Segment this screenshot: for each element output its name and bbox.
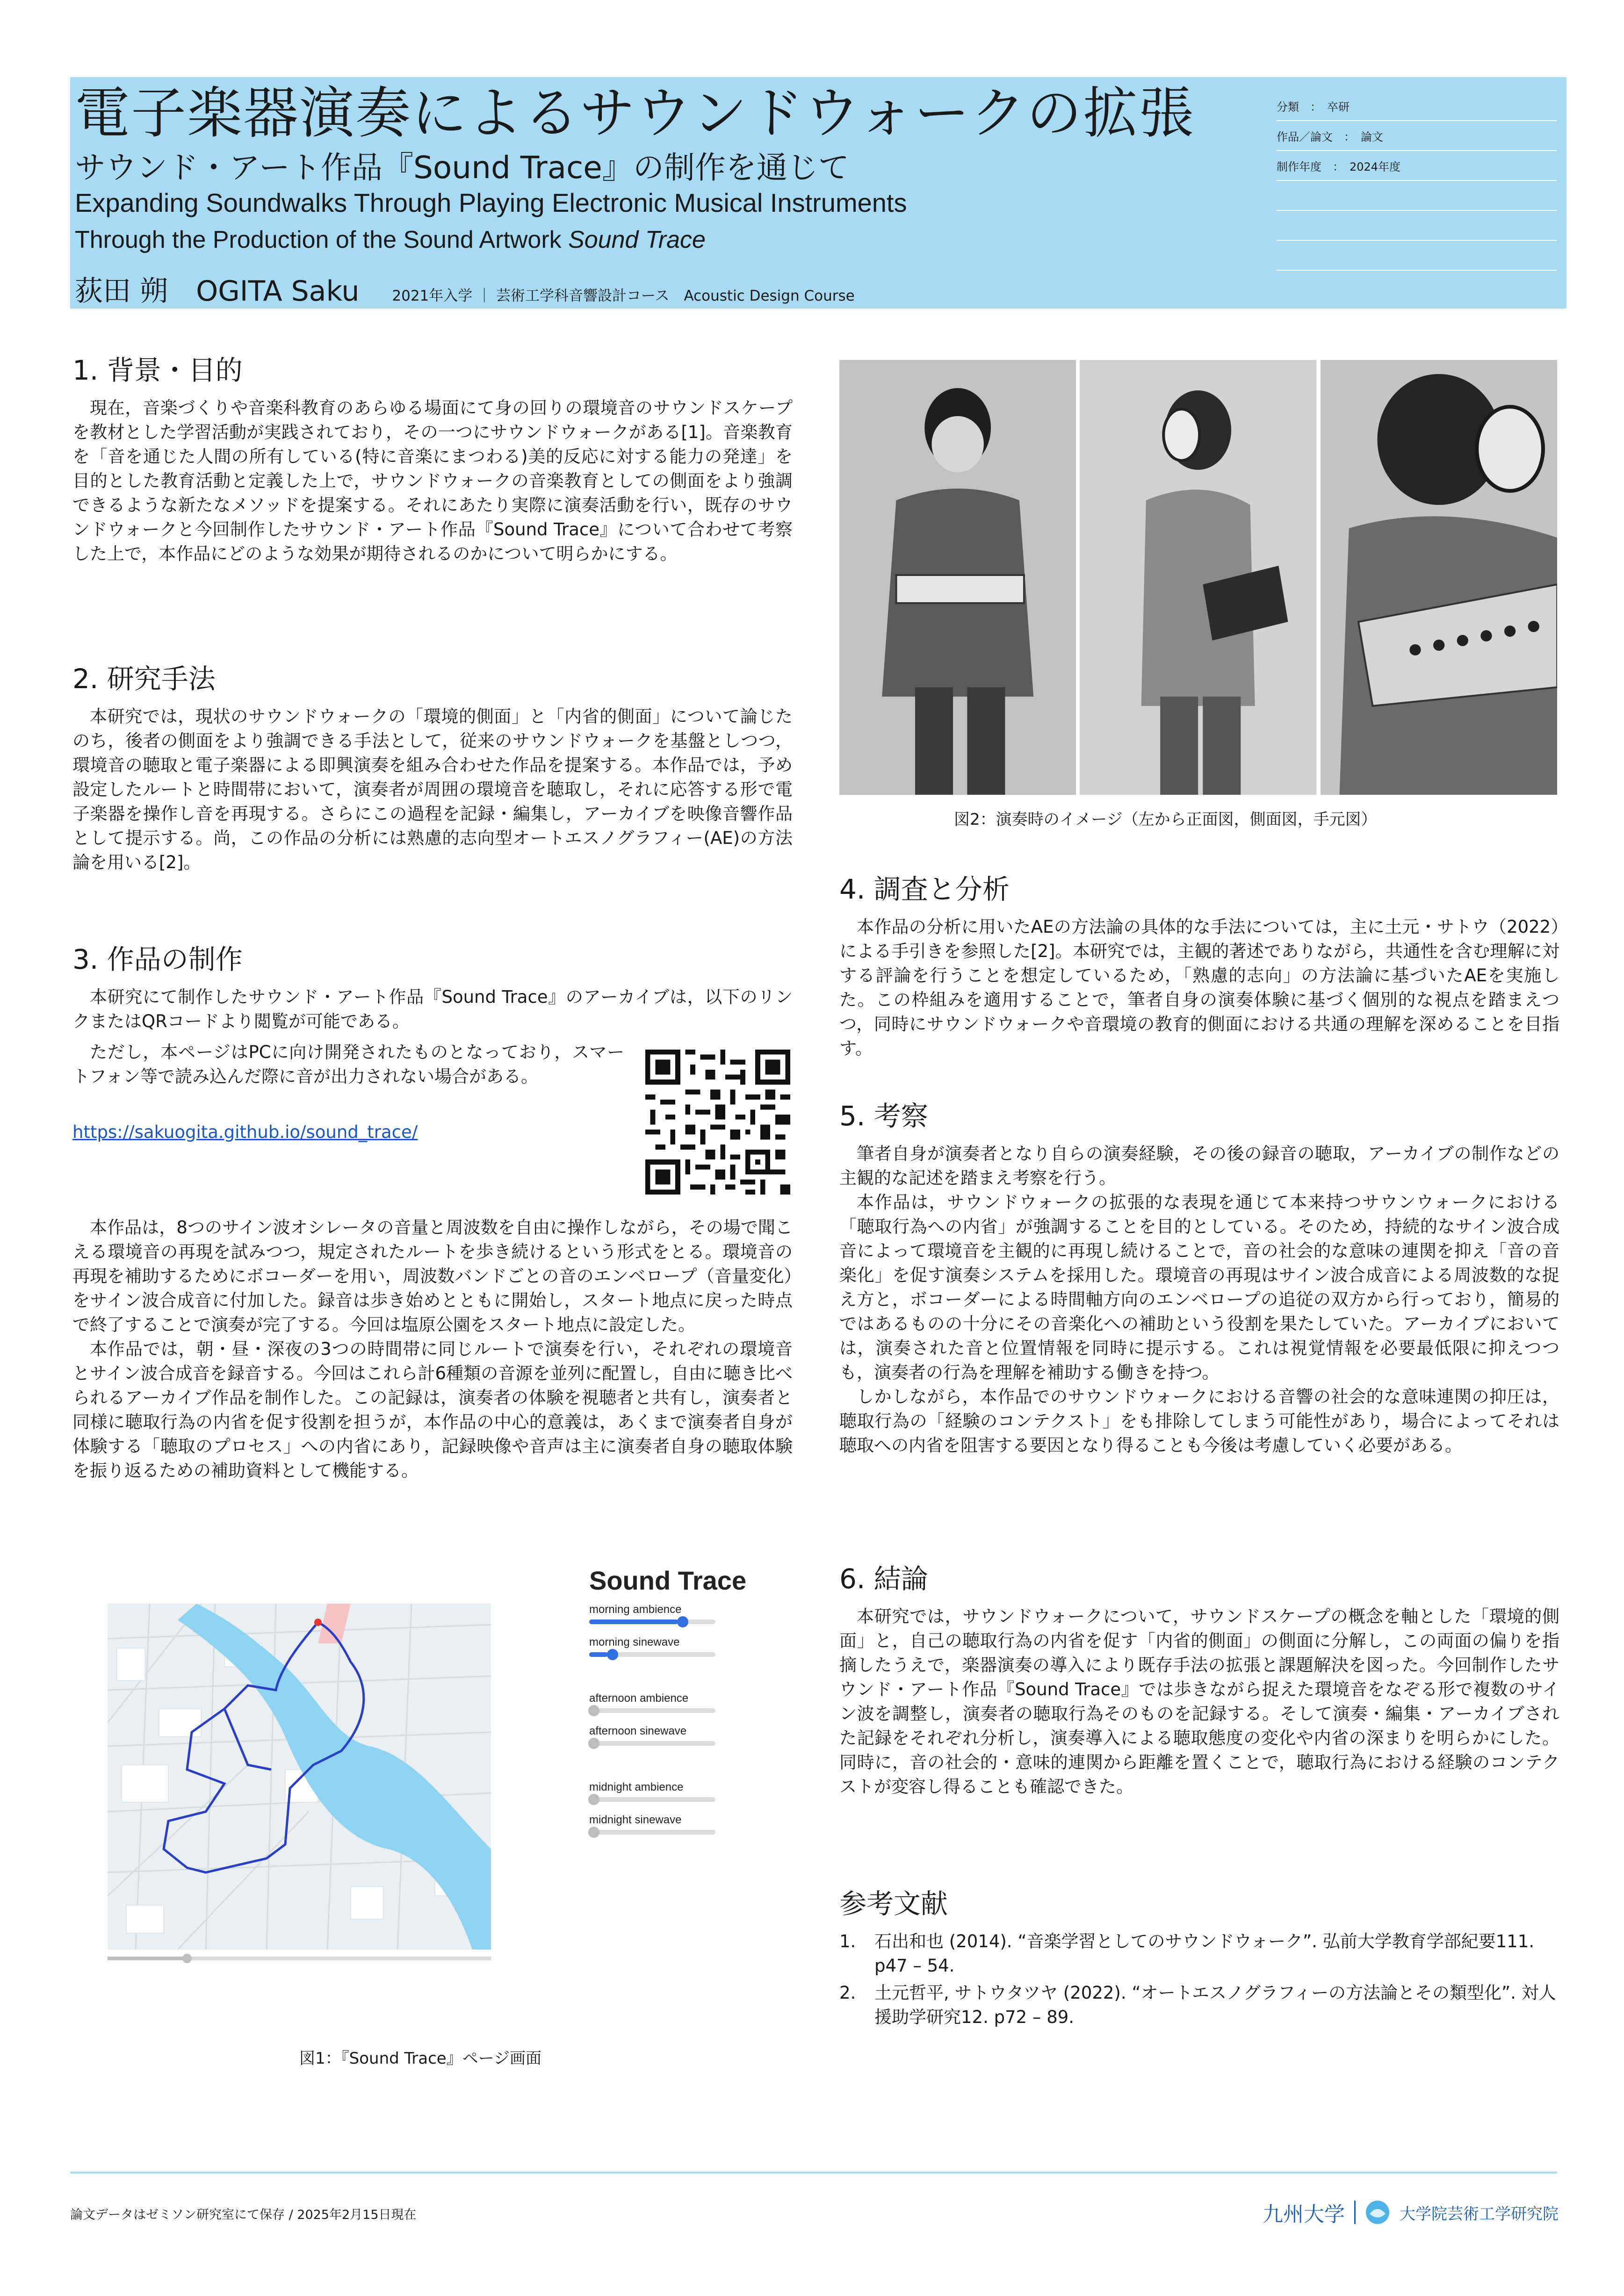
photo-hand-view bbox=[1321, 360, 1557, 795]
section-conclusion bbox=[839, 1557, 1559, 1799]
slider-label: afternoon ambience bbox=[589, 1692, 689, 1705]
logo-separator bbox=[1354, 2201, 1356, 2224]
slider-label: midnight ambience bbox=[589, 1781, 684, 1793]
reference-text: 土元哲平, サトウタツヤ (2022). “オートエスノグラフィーの方法論とその類型化”. 対人援助学研究12. p72 – 89. bbox=[874, 1983, 1556, 2027]
qr-code[interactable] bbox=[645, 1050, 790, 1195]
university-name: 九州大学 bbox=[1263, 2202, 1345, 2226]
page-title: 電子楽器演奏によるサウンドウォークの拡張 bbox=[75, 81, 1195, 145]
paragraph: 本作品の分析に用いたAEの方法論の具体的な手法については，主に土元・サトウ（2022）による手引きを参照した[2]。本研究では，主観的著述でありながら，共通性を含む理解に対する評論を行うことを想定しているため，「熟慮的志向」の方法論に基づいたAEを実施した。この枠組みを適用することで，筆者自身の演奏体験に基づく個別的な視点を踏まえつつ，同時にサウンドウォークや音環境の教育的側面における共通の理解を深めることを目指す。 bbox=[839, 917, 1559, 1058]
slider-label: morning ambience bbox=[589, 1603, 682, 1616]
start-marker bbox=[314, 1619, 322, 1626]
paragraph: 本作品は，サウンドウォークの拡張的な表現を通じて本来持つサウンウォークにおける「聴取行為への内省」が強調することを目的としている。そのため，持続的なサイン波合成音によって環境音を主観的に再現し続けることで，音の社会的な意味の連関を抑え「音の音楽化」を促す演奏システムを採用した。環境音の再現はサイン波合成音による周波数的な捉え方と，ボコーダーによる時間軸方向のエンベロープの追従の双方から行っており，簡易的ではあるものの十分にその音楽化への補助という役割を果たしていた。アーカイブにおいては，演奏された音と位置情報を同時に提示する。これは視覚情報を必要最低限に抑えつつも，演奏者の行為を理解を補助する働きを持つ。 bbox=[839, 1192, 1559, 1382]
section-heading: 5. 考察 bbox=[839, 1100, 928, 1132]
section-heading: 6. 結論 bbox=[839, 1563, 928, 1595]
section-discussion bbox=[839, 1094, 1559, 1458]
volume-slider-track[interactable] bbox=[589, 1797, 715, 1802]
section-method bbox=[72, 657, 793, 875]
slider-label: morning sinewave bbox=[589, 1636, 680, 1648]
volume-slider-track[interactable] bbox=[589, 1830, 715, 1835]
author-name: 荻田 朔 OGITA Saku bbox=[75, 275, 360, 308]
faculty-emblem-icon bbox=[1365, 2200, 1390, 2225]
reference-list bbox=[839, 1929, 1559, 2030]
section-analysis bbox=[839, 867, 1559, 1061]
section-references bbox=[839, 1882, 1559, 2032]
paragraph: 本研究にて制作したサウンド・アート作品『Sound Trace』のアーカイブは，以下のリンクまたはQRコードより閲覧が可能である。 bbox=[72, 987, 793, 1031]
paragraph: 現在，音楽づくりや音楽科教育のあらゆる場面にて身の回りの環境音のサウンドスケープを教材とした学習活動が実践されており，その一つにサウンドウォークがある[1]。音楽教育を「音を通じた人間の所有している(特に音楽にまつわる)美的反応に対する能力の発達」を目的とした教育活動と定義した上で，サウンドウォークの音楽教育としての側面をより強調できるような新たなメソッドを提案する。それにあたり実際に演奏活動を行い，既存のサウンドウォークと今回制作したサウンド・アート作品『Sound Trace』について合わせて考察した上で，本作品にどのような効果が期待されるのかについて明らかにする。 bbox=[72, 398, 793, 564]
section-production-note bbox=[72, 1040, 624, 1089]
meta-year: 制作年度 ： 2024年度 bbox=[1277, 151, 1557, 181]
paragraph: 本作品では，朝・昼・深夜の3つの時間帯に同じルートで演奏を行い，それぞれの環境音とサイン波合成音を録音する。今回はこれら計6種類の音源を並列に配置し，自由に聴き比べられるアーカイブ作品を制作した。この記録は，演奏者の体験を視聴者と共有し，演奏者と同様に聴取行為の内省を促す役割を担うが，本作品の中心的意義は，あくまで演奏者自身が体験する「聴取のプロセス」への内省にあり，記録映像や音声は主に演奏者自身の聴取体験を振り返るための補助資料として機能する。 bbox=[72, 1339, 793, 1481]
volume-slider-handle[interactable] bbox=[588, 1705, 599, 1716]
slider-label: midnight sinewave bbox=[589, 1814, 682, 1826]
paragraph: ただし，本ページはPCに向け開発されたものとなっており，スマートフォン等で読み込んだ際に音が出力されない場合がある。 bbox=[72, 1042, 624, 1087]
faculty-name: 大学院芸術工学研究院 bbox=[1400, 2204, 1559, 2224]
section-heading: 参考文献 bbox=[839, 1888, 948, 1920]
meta-category: 分類 ： 卒研 bbox=[1277, 91, 1557, 121]
section-background bbox=[72, 348, 793, 566]
volume-slider-fill bbox=[589, 1619, 678, 1624]
section-heading: 3. 作品の制作 bbox=[72, 943, 243, 975]
section-production bbox=[72, 937, 793, 1034]
photo-side-view bbox=[1080, 360, 1316, 795]
archive-link[interactable]: https://sakuogita.github.io/sound_trace/ bbox=[72, 1122, 418, 1142]
reference-item bbox=[839, 1929, 1559, 1978]
page-title-en: Expanding Soundwalks Through Playing Electronic Musical Instruments bbox=[75, 188, 907, 217]
section-heading: 2. 研究手法 bbox=[72, 663, 216, 695]
photo-front-view bbox=[839, 360, 1076, 795]
meta-box bbox=[1277, 91, 1557, 271]
volume-slider-handle[interactable] bbox=[588, 1827, 599, 1838]
reference-text: 石出和也 (2014). “音楽学習としてのサウンドウォーク”. 弘前大学教育学部紀要111. p47 – 54. bbox=[874, 1931, 1535, 1976]
volume-slider-handle[interactable] bbox=[607, 1649, 618, 1660]
meta-blank-2 bbox=[1277, 211, 1557, 241]
app-title: Sound Trace bbox=[589, 1569, 747, 1595]
volume-slider-handle[interactable] bbox=[677, 1616, 688, 1627]
title-banner bbox=[70, 77, 1566, 309]
reference-number: 2. bbox=[839, 1983, 856, 2003]
slider-label: afternoon sinewave bbox=[589, 1725, 687, 1737]
author-meta: 2021年入学 ｜ 芸術工学科音響設計コース Acoustic Design Course bbox=[392, 288, 855, 304]
slider-group bbox=[588, 1603, 715, 1838]
paragraph: 筆者自身が演奏者となり自らの演奏経験，その後の録音の聴取，アーカイブの制作などの主観的な記述を踏まえ考察を行う。 bbox=[839, 1144, 1559, 1188]
subtitle-en-italic: Sound Trace bbox=[568, 226, 706, 253]
link-row bbox=[72, 1122, 624, 1142]
figure-caption: 図1：『Sound Trace』ページ画面 bbox=[299, 2049, 542, 2068]
page-subtitle: サウンド・アート作品『Sound Trace』の制作を通じて bbox=[75, 150, 849, 186]
volume-slider-fill bbox=[589, 1652, 608, 1657]
author-row bbox=[75, 269, 855, 309]
performance-photos bbox=[839, 360, 1557, 795]
section-heading: 1. 背景・目的 bbox=[72, 354, 243, 386]
figure-caption: 図2：演奏時のイメージ（左から正面図，側面図，手元図） bbox=[954, 810, 1377, 829]
paragraph: 本研究では，現状のサウンドウォークの「環境的側面」と「内省的側面」について論じたのち，後者の側面をより強調できる手法として，従来のサウンドウォークを基盤としつつ，環境音の聴取と電子楽器による即興演奏を組み合わせた作品を提案する。本作品では，予め設定したルートと時間帯において，演奏者が周囲の環境音を聴取し，それに応答する形で電子楽器を操作し音を再現する。さらにこの過程を記録・編集し，アーカイブを映像音響作品として提示する。尚，この作品の分析には熟慮的志向型オートエスノグラフィー(AE)の方法論を用いる[2]。 bbox=[72, 706, 793, 872]
sound-trace-screenshot bbox=[108, 1569, 753, 1980]
volume-slider-track[interactable] bbox=[589, 1741, 715, 1746]
reference-item bbox=[839, 1981, 1559, 2030]
page-subtitle-en bbox=[75, 226, 706, 254]
meta-blank-1 bbox=[1277, 181, 1557, 211]
playback-slider-handle bbox=[182, 1954, 192, 1963]
volume-slider-track[interactable] bbox=[589, 1708, 715, 1713]
volume-slider-handle[interactable] bbox=[588, 1738, 599, 1749]
meta-blank-3 bbox=[1277, 241, 1557, 271]
paragraph: しかしながら，本作品でのサウンドウォークにおける音響の社会的な意味連関の抑圧は，聴取行為の「経験のコンテクスト」をも排除してしまう可能性があり，場合によってそれは聴取への内省を阻害する要因となり得ることも今後は考慮していく必要がある。 bbox=[839, 1387, 1559, 1455]
section-heading: 4. 調査と分析 bbox=[839, 873, 1010, 905]
paragraph: 本作品は，8つのサイン波オシレータの音量と周波数を自由に操作しながら，その場で聞こえる環境音の再現を試みつつ，規定されたルートを歩き続けるという形式をとる。環境音の再現を補助するためにボコーダーを用い，周波数バンドごとの音のエンベロープ（音量変化）をサイン波合成音に付加した。録音は歩き始めとともに開始し，スタート地点に戻った時点で終了することで演奏が完了する。今回は塩原公園をスタート地点に設定した。 bbox=[72, 1217, 793, 1335]
reference-number: 1. bbox=[839, 1931, 856, 1951]
university-logo bbox=[1263, 2197, 1559, 2227]
footer-note: 論文データはゼミソン研究室にて保存 / 2025年2月15日現在 bbox=[70, 2208, 417, 2222]
subtitle-en-prefix: Through the Production of the Sound Artwork bbox=[75, 226, 569, 253]
meta-type: 作品／論文 ： 論文 bbox=[1277, 121, 1557, 151]
paragraph: 本研究では，サウンドウォークについて，サウンドスケープの概念を軸とした「環境的側面」と，自己の聴取行為の内省を促す「内省的側面」の側面に分解し，この両面の偏りを指摘したうえで，楽器演奏の導入により既存手法の拡張と課題解決を図った。今回制作したサウンド・アート作品『Sound Trace』では歩きながら捉えた環境音をなぞる形で複数のサイン波を調整し，演奏者の聴取行為そのものを記録する。そして演奏・編集・アーカイブされた記録をそれぞれ分析し，演奏導入による聴取態度の変化や内省の深まりを明らかにした。同時に，音の社会的・意味的連関から距離を置くことで，聴取行為における経験のコンテクストが変容し得ることも確認できた。 bbox=[839, 1606, 1559, 1797]
map bbox=[108, 1604, 491, 1963]
footer-divider bbox=[70, 2172, 1557, 2174]
section-production-detail bbox=[72, 1216, 793, 1538]
volume-slider-handle[interactable] bbox=[588, 1794, 599, 1805]
